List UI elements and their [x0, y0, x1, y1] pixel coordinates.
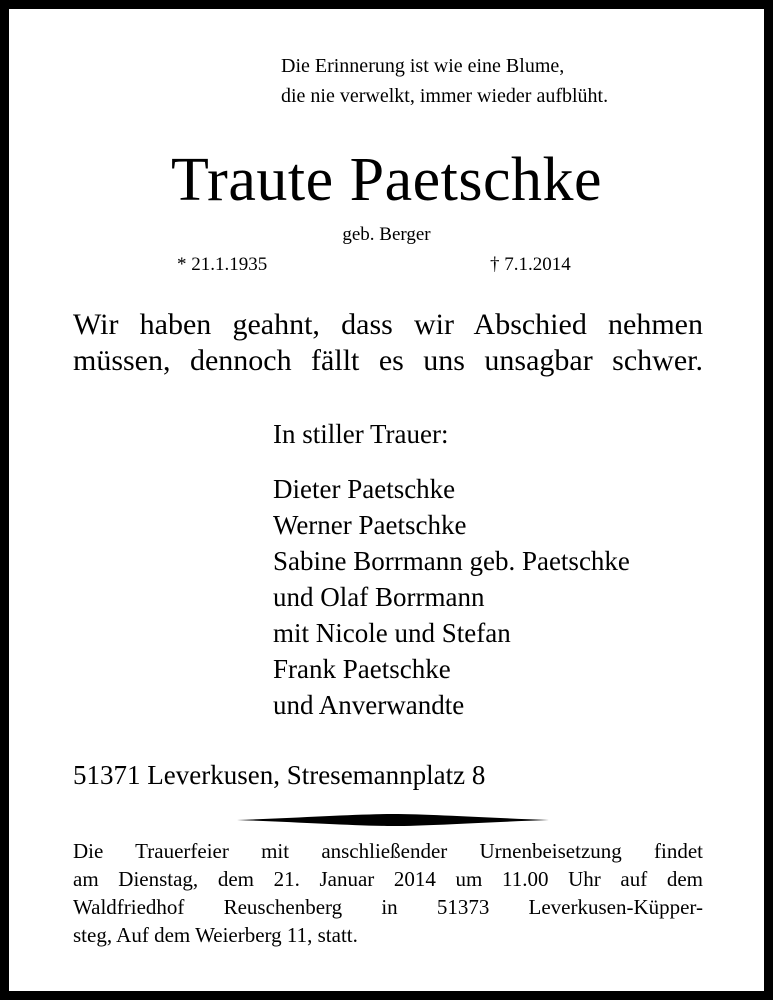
mourner-name: Frank Paetschke: [273, 654, 451, 684]
funeral-line: steg, Auf dem Weierberg 11, statt.: [73, 923, 358, 947]
mourner-name: mit Nicole und Stefan: [273, 618, 511, 648]
funeral-line: Waldfriedhof Reuschenberg in 51373 Leverkusen-Küpper-: [73, 895, 703, 919]
farewell-text: [73, 307, 703, 379]
death-date: † 7.1.2014: [490, 254, 571, 275]
mourner-name: und Olaf Borrmann: [273, 582, 485, 612]
funeral-line: am Dienstag, dem 21. Januar 2014 um 11.00 Uhr auf dem: [73, 867, 703, 891]
decorative-divider: [237, 813, 549, 827]
mourner-name: und Anverwandte: [273, 690, 465, 720]
maiden-name: geb. Berger: [342, 224, 431, 245]
funeral-details: [73, 837, 703, 949]
farewell-line-2: müssen, dennoch fällt es uns unsagbar schwer.: [73, 344, 703, 377]
family-address: 51371 Leverkusen, Stresemannplatz 8: [73, 760, 486, 790]
mourning-heading: In stiller Trauer:: [273, 419, 449, 449]
deceased-name: Traute Paetschke: [170, 146, 602, 214]
birth-date: * 21.1.1935: [177, 254, 268, 275]
mourner-name: Sabine Borrmann geb. Paetschke: [273, 546, 630, 576]
farewell-line-1: Wir haben geahnt, dass wir Abschied nehmen: [73, 308, 703, 341]
mourner-name: Werner Paetschke: [273, 510, 467, 540]
quote-line-1: Die Erinnerung ist wie eine Blume,: [281, 55, 565, 77]
quote-line-2: die nie verwelkt, immer wieder aufblüht.: [281, 85, 609, 107]
funeral-line: Die Trauerfeier mit anschließender Urnenbeisetzung findet: [73, 839, 703, 863]
mourner-name: Dieter Paetschke: [273, 474, 456, 504]
mourner-list: [273, 471, 743, 723]
